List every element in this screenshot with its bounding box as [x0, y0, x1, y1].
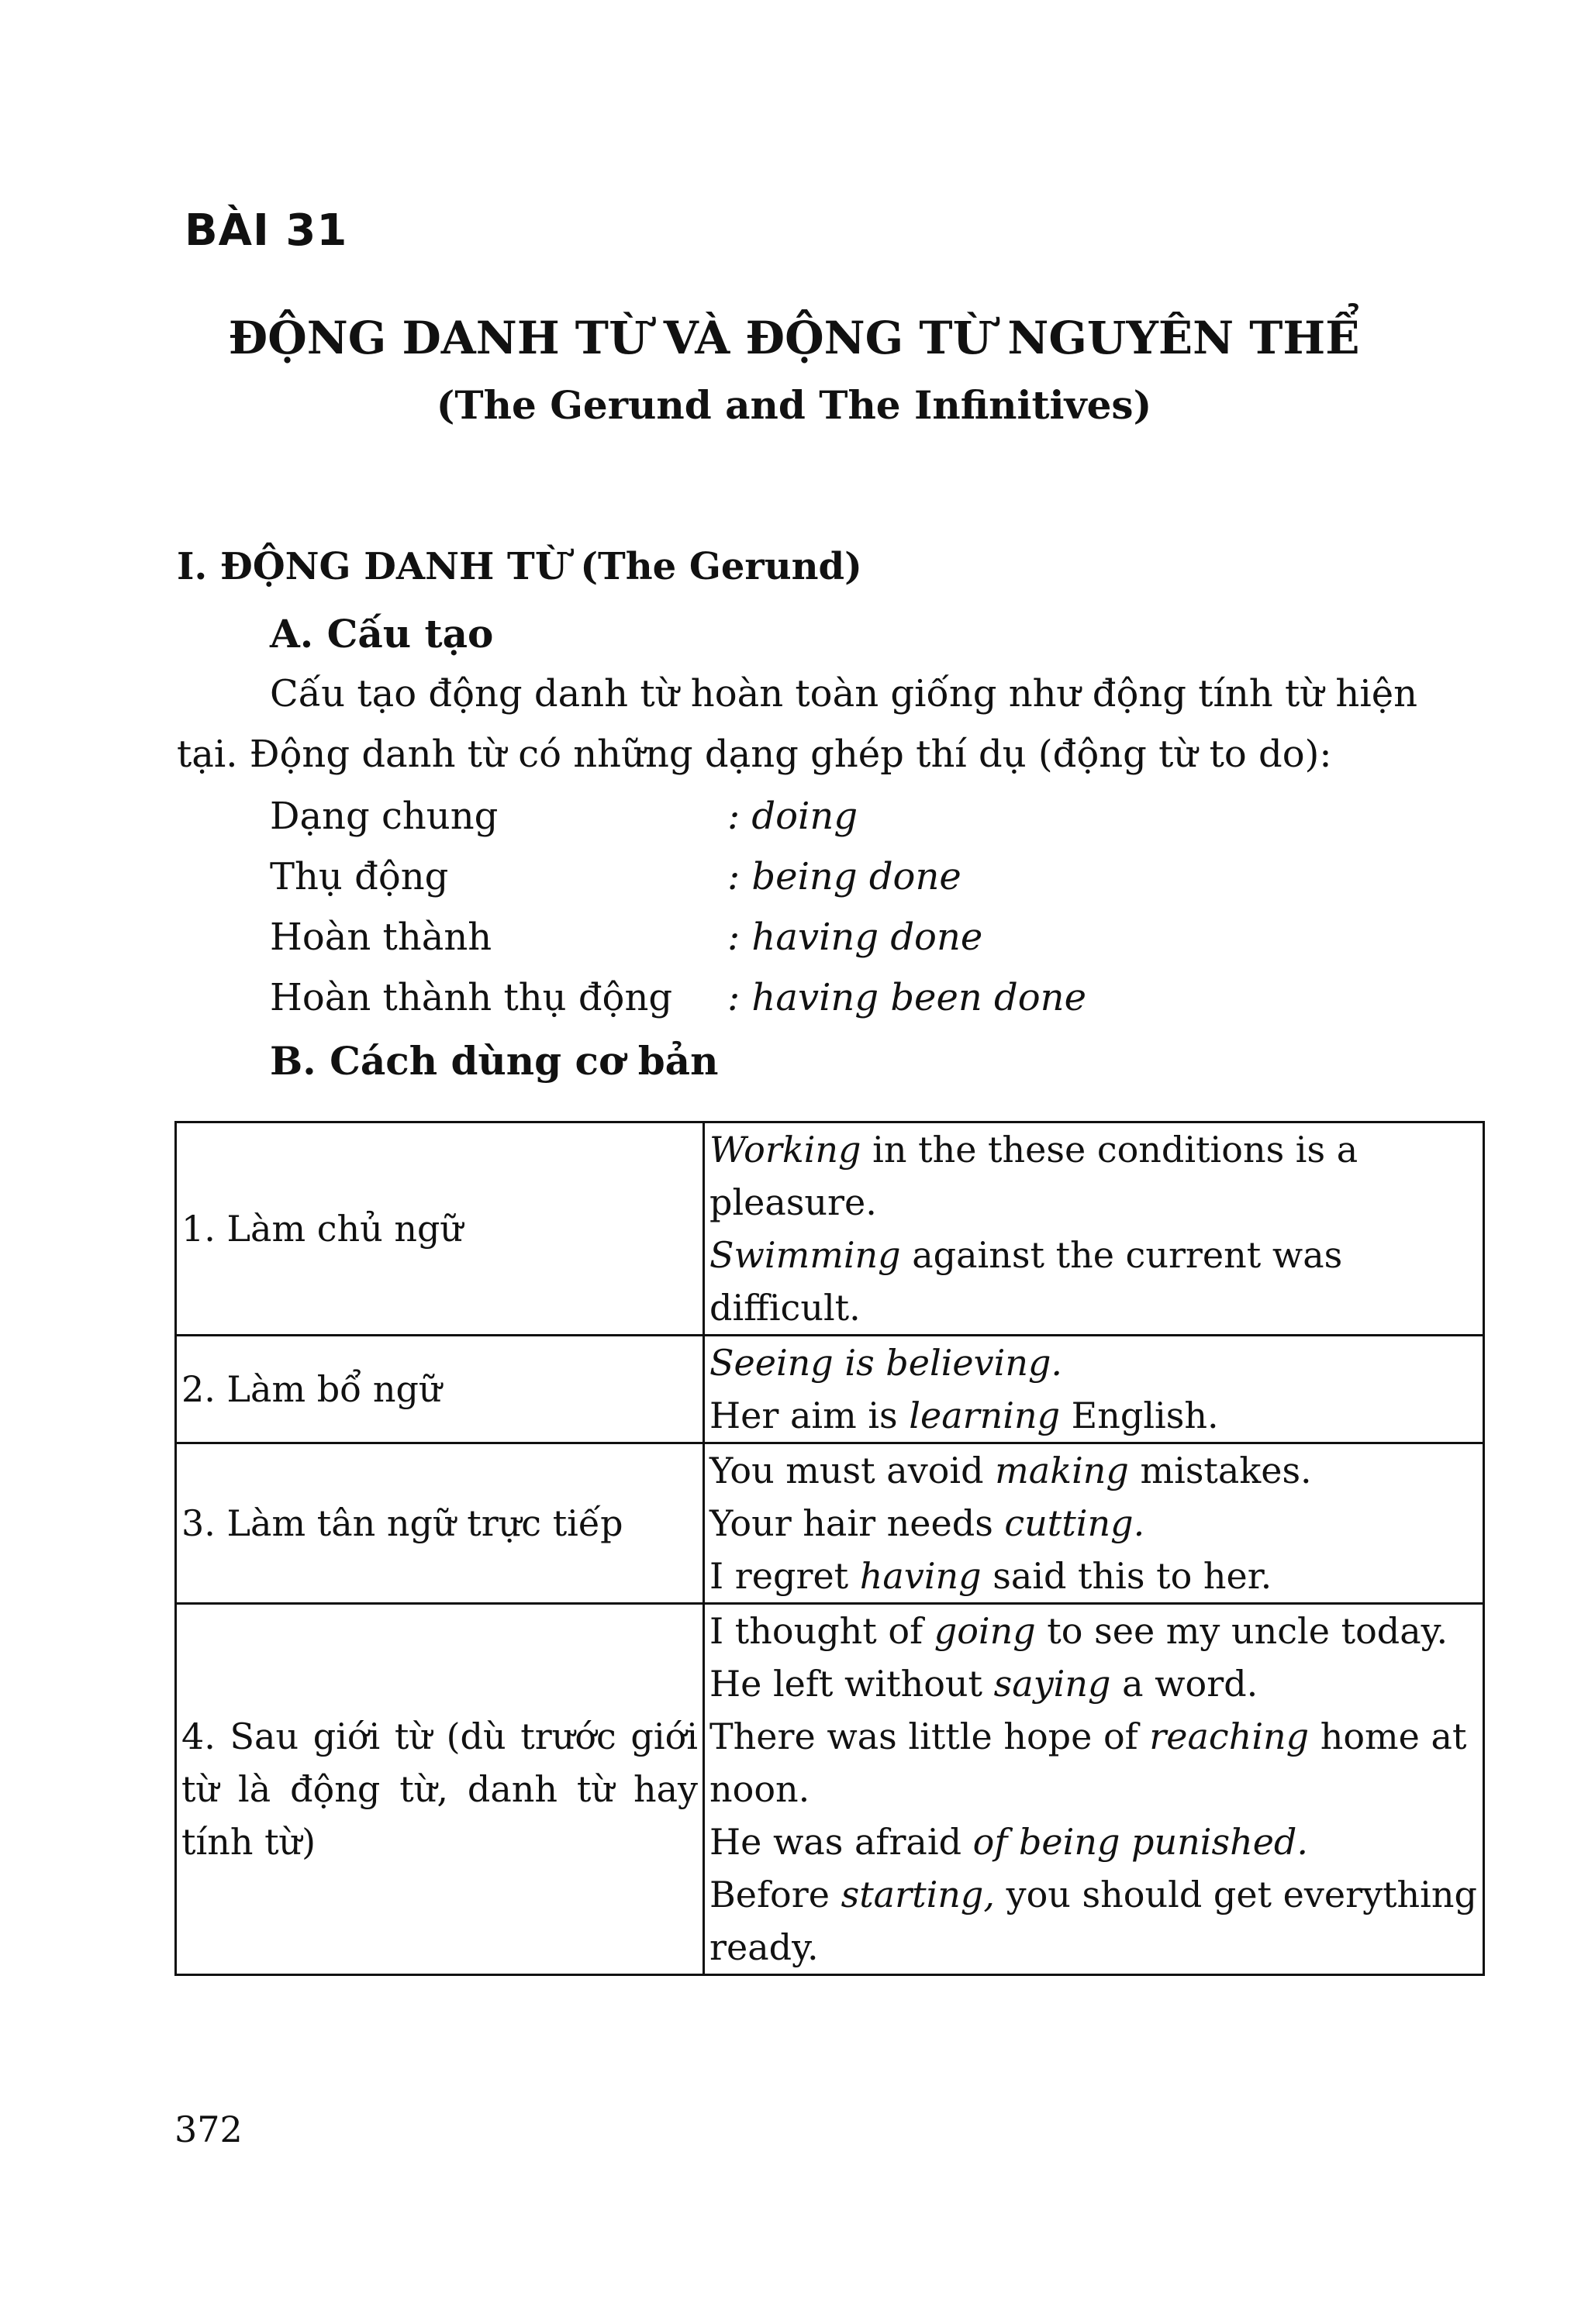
paragraph-line-1: Cấu tạo động danh từ hoàn toàn giống như động tính từ hiện [270, 672, 1418, 715]
gerund-usage-table [174, 1121, 1485, 1976]
example-sentence: Seeing is believing. [709, 1342, 1063, 1384]
usage-cell: 1. Làm chủ ngữ [176, 1122, 704, 1336]
examples-cell [704, 1336, 1484, 1443]
table-row [176, 1443, 1484, 1604]
form-name: Dạng chung [270, 795, 499, 838]
form-value: : having done [727, 915, 983, 959]
example-sentence: I regret having said this to her. [709, 1555, 1272, 1597]
table-row [176, 1604, 1484, 1975]
example-sentence: You must avoid making mistakes. [709, 1450, 1312, 1491]
form-value: : having been done [727, 976, 1086, 1019]
table-row [176, 1122, 1484, 1336]
structure-paragraph [177, 664, 1487, 784]
form-name: Hoàn thành [270, 915, 492, 959]
example-sentence: Swimming against the current was difficult. [709, 1234, 1343, 1329]
lesson-label: BÀI 31 [185, 205, 348, 256]
example-sentence: Your hair needs cutting. [709, 1502, 1145, 1544]
example-sentence: He left without saying a word. [709, 1663, 1258, 1705]
subheading-structure: A. Cấu tạo [270, 611, 494, 657]
usage-cell: 2. Làm bổ ngữ [176, 1336, 704, 1443]
example-sentence: Before starting, you should get everything ready. [709, 1874, 1477, 1968]
example-sentence: I thought of going to see my uncle today. [709, 1610, 1448, 1652]
example-sentence: There was little hope of reaching home at noon. [709, 1715, 1467, 1810]
form-row [270, 792, 858, 840]
form-name: Hoàn thành thụ động [270, 976, 673, 1019]
form-value: : being done [727, 855, 961, 898]
table-row [176, 1336, 1484, 1443]
example-sentence: Working in the these conditions is a pleasure. [709, 1129, 1358, 1223]
examples-cell [704, 1604, 1484, 1975]
form-name: Thụ động [270, 855, 449, 898]
examples-cell [704, 1122, 1484, 1336]
usage-cell: 4. Sau giới từ (dù trước giới từ là động từ, danh từ hay tính từ) [176, 1604, 704, 1975]
page-title: ĐỘNG DANH TỪ VÀ ĐỘNG TỪ NGUYÊN THỂ [228, 312, 1360, 364]
page-subtitle: (The Gerund and The Infinitives) [436, 382, 1152, 428]
subheading-basic-usage: B. Cách dùng cơ bản [270, 1038, 719, 1084]
paragraph-line-2: tại. Động danh từ có những dạng ghép thí dụ (động từ to do): [177, 733, 1332, 776]
section-heading-gerund: I. ĐỘNG DANH TỪ (The Gerund) [177, 545, 862, 588]
form-row [270, 913, 982, 961]
examples-cell [704, 1443, 1484, 1604]
page-number: 372 [174, 2108, 243, 2150]
example-sentence: Her aim is learning English. [709, 1395, 1219, 1436]
example-sentence: He was afraid of being punished. [709, 1821, 1308, 1863]
usage-cell: 3. Làm tân ngữ trực tiếp [176, 1443, 704, 1604]
form-row [270, 853, 961, 901]
form-value: : doing [727, 795, 858, 838]
form-row [270, 974, 1086, 1022]
